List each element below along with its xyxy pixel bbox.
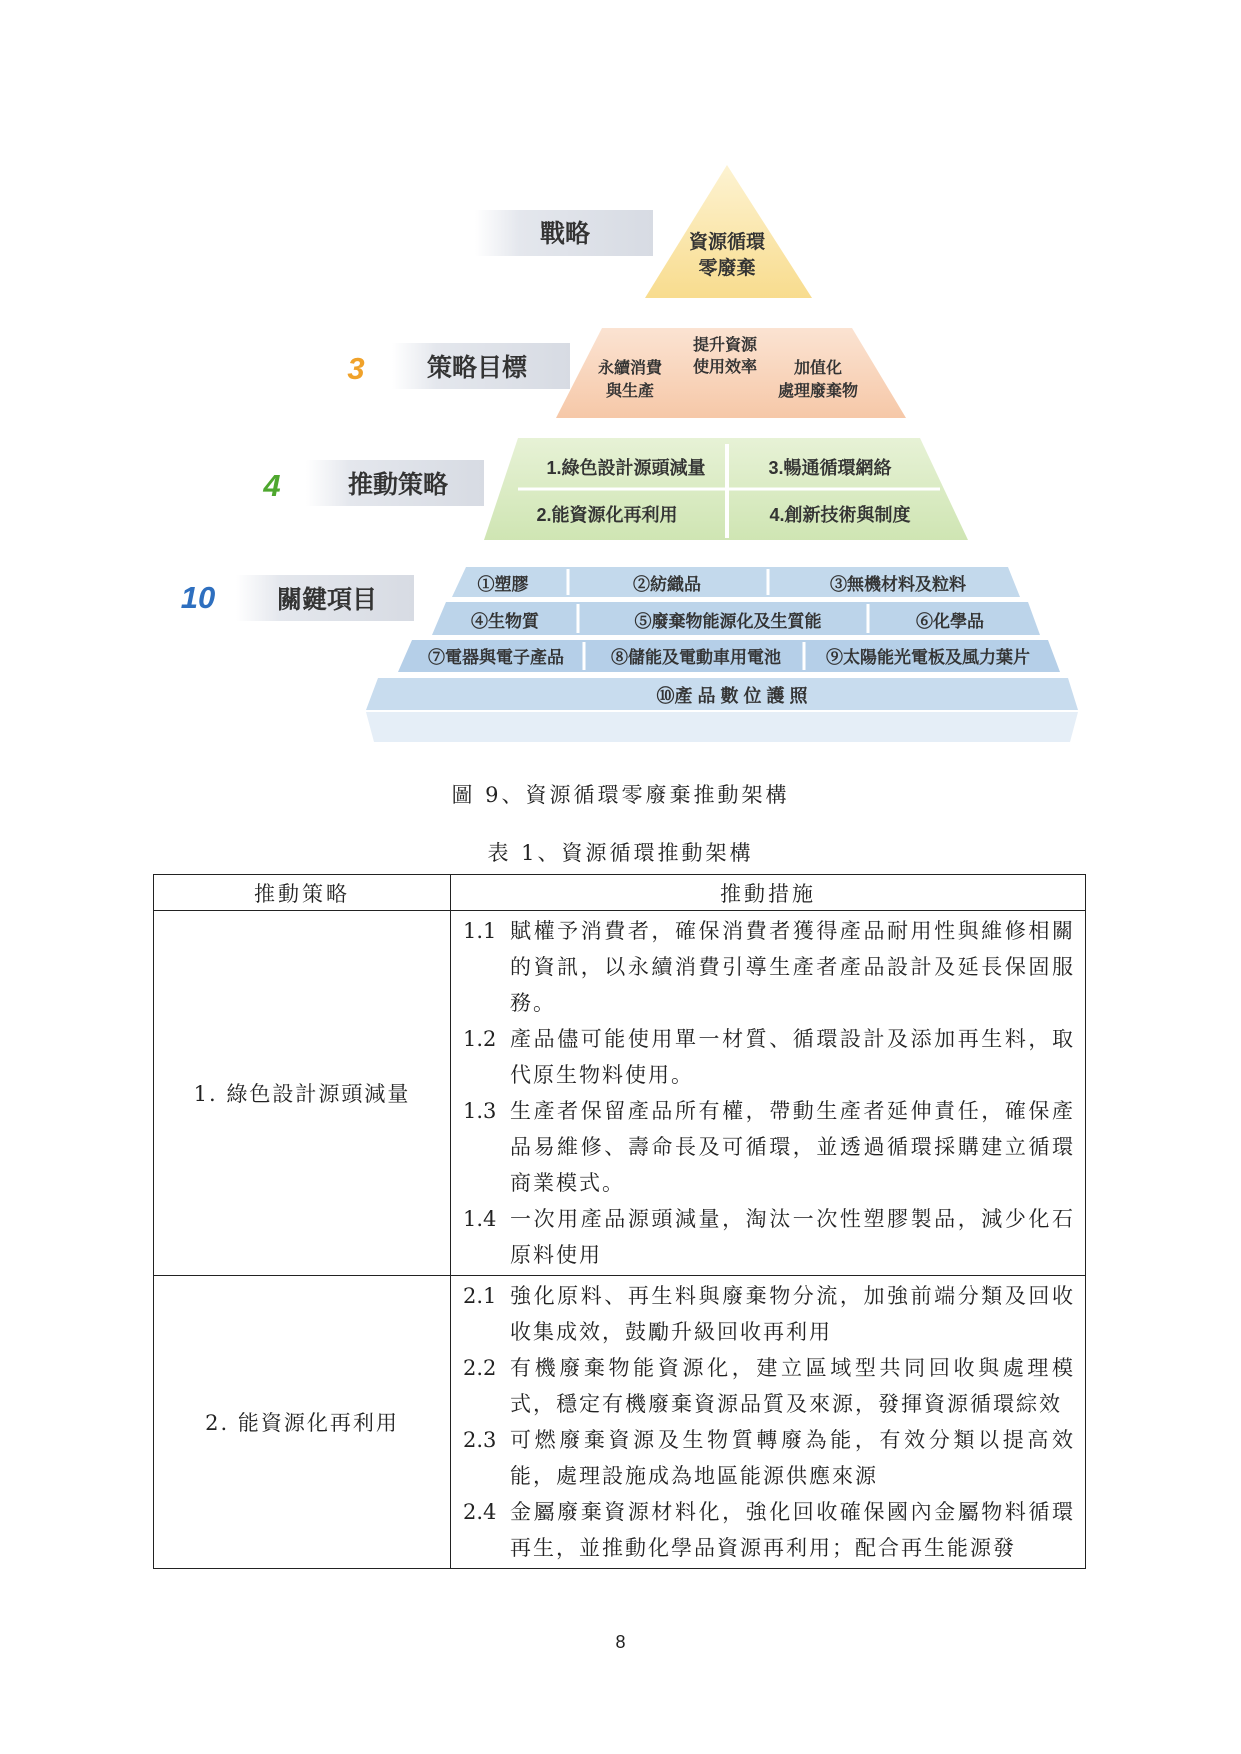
measure-item — [463, 1021, 1075, 1093]
strategy-cell: 1.綠色設計源頭減量 — [546, 458, 706, 478]
strategy-cell: 4.創新技術與制度 — [769, 505, 911, 525]
measure-item — [463, 1350, 1075, 1422]
measure-item — [463, 1494, 1075, 1566]
goal-text: 與生產 — [605, 383, 655, 400]
measure-text: 生產者保留產品所有權，帶動生產者延伸責任，確保產品易維修、壽命長及可循環，並透過循環採購建立循環商業模式。 — [510, 1099, 1075, 1195]
level-count-key-items: 10 — [180, 580, 216, 615]
level-label-strategies: 推動策略 — [347, 471, 449, 499]
key-item: ①塑膠 — [477, 575, 529, 594]
key-item: ⑩產 品 數 位 護 照 — [656, 686, 808, 706]
goal-text: 提升資源 — [692, 337, 758, 354]
goal-text: 處理廢棄物 — [777, 383, 859, 400]
measure-text: 強化原料、再生料與廢棄物分流，加強前端分類及回收收集成效，鼓勵升級回收再利用 — [510, 1284, 1075, 1344]
measure-item — [463, 1093, 1075, 1201]
measure-number: 1.1 — [463, 919, 497, 943]
goal-text: 使用效率 — [692, 359, 758, 376]
goal-text: 永續消費 — [597, 360, 663, 377]
key-item: ⑤廢棄物能源化及生質能 — [634, 612, 822, 631]
measure-number: 2.2 — [463, 1356, 497, 1380]
apex-text: 資源循環 — [688, 232, 766, 253]
strategy-cell: 1. 綠色設計源頭減量 — [154, 911, 451, 1276]
key-item: ④生物質 — [471, 612, 539, 631]
level-count-goals: 3 — [347, 351, 365, 386]
figure-caption: 圖 9、資源循環零廢棄推動架構 — [451, 783, 790, 807]
level-label-key-items: 關鍵項目 — [276, 586, 378, 614]
level-label-goals: 策略目標 — [426, 354, 528, 382]
page-number: 8 — [615, 1632, 626, 1652]
key-item: ⑦電器與電子產品 — [428, 648, 564, 667]
measure-number: 2.4 — [463, 1500, 497, 1524]
table-row — [154, 911, 1086, 1276]
measure-number: 2.3 — [463, 1428, 497, 1452]
measures-cell — [451, 1276, 1086, 1569]
measure-text: 金屬廢棄資源材料化，強化回收確保國內金屬物料循環再生，並推動化學品資源再利用；配合再生能源發 — [510, 1500, 1075, 1560]
key-item: ⑨太陽能光電板及風力葉片 — [826, 648, 1030, 667]
level-label-strategy: 戰略 — [539, 220, 591, 248]
measure-text: 產品儘可能使用單一材質、循環設計及添加再生料，取代原生物料使用。 — [510, 1027, 1075, 1087]
measure-number: 1.4 — [463, 1207, 497, 1231]
measure-number: 1.2 — [463, 1027, 497, 1051]
framework-table — [153, 874, 1086, 1569]
measure-item — [463, 1422, 1075, 1494]
goal-text: 加值化 — [793, 360, 843, 377]
level-count-strategies: 4 — [263, 468, 281, 503]
key-item: ⑧儲能及電動車用電池 — [611, 648, 781, 667]
header-measures: 推動措施 — [451, 875, 1086, 911]
table-header-row — [154, 875, 1086, 911]
measure-number: 1.3 — [463, 1099, 497, 1123]
measure-item — [463, 1201, 1075, 1273]
table-caption: 表 1、資源循環推動架構 — [487, 841, 754, 865]
measure-item — [463, 913, 1075, 1021]
key-item: ③無機材料及粒料 — [830, 575, 966, 594]
key-item: ⑥化學品 — [916, 612, 984, 631]
table-row — [154, 1276, 1086, 1569]
key-item: ②紡織品 — [633, 575, 701, 594]
framework-pyramid-diagram — [0, 0, 1241, 770]
measure-text: 可燃廢棄資源及生物質轉廢為能，有效分類以提高效能，處理設施成為地區能源供應來源 — [510, 1428, 1075, 1488]
measures-cell — [451, 911, 1086, 1276]
strategy-cell: 3.暢通循環網絡 — [768, 458, 892, 478]
measure-item — [463, 1278, 1075, 1350]
measure-text: 賦權予消費者，確保消費者獲得產品耐用性與維修相關的資訊，以永續消費引導生產者產品設計及延長保固服務。 — [510, 919, 1075, 1015]
strategy-cell: 2.能資源化再利用 — [536, 505, 678, 525]
measure-number: 2.1 — [463, 1284, 497, 1308]
measure-text: 有機廢棄物能資源化，建立區域型共同回收與處理模式，穩定有機廢棄資源品質及來源，發揮資源循環綜效 — [510, 1356, 1075, 1416]
measure-text: 一次用產品源頭減量，淘汰一次性塑膠製品，減少化石原料使用 — [510, 1207, 1075, 1267]
header-strategy: 推動策略 — [154, 875, 451, 911]
strategy-cell: 2. 能資源化再利用 — [154, 1276, 451, 1569]
apex-text: 零廢棄 — [698, 258, 756, 279]
